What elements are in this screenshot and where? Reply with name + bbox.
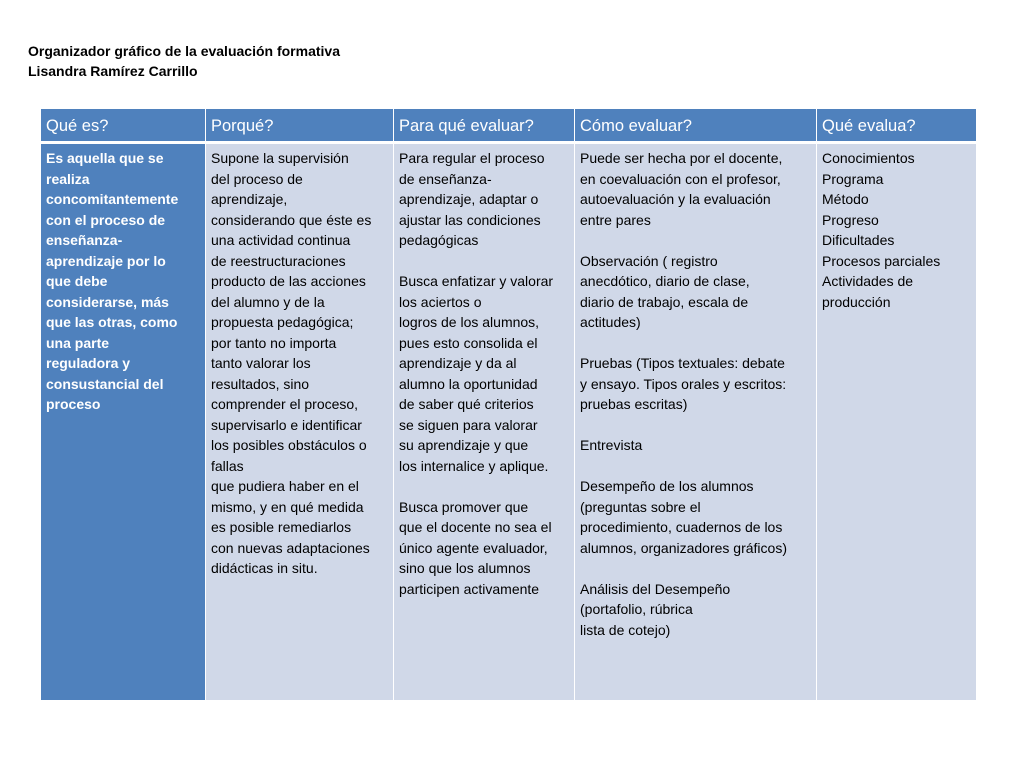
cell-line: logros de los alumnos, [399, 314, 540, 330]
cell-line: los internalice y aplique. [399, 457, 549, 474]
cell-line: que las otras, como [46, 314, 178, 330]
cell-line: aprendizaje y da al [399, 355, 517, 371]
document-title: Organizador gráfico de la evaluación formativa [28, 43, 340, 59]
cell-line: consustancial del [46, 375, 164, 392]
cell-line [399, 476, 569, 497]
cell-line: que debe [46, 273, 108, 289]
cell-line: por tanto no importa [211, 334, 337, 351]
cell-line [580, 558, 811, 579]
cell-line: producto de las acciones [211, 273, 366, 289]
cell-como-evaluar [575, 143, 817, 701]
cell-line: lista de cotejo) [580, 621, 671, 638]
cell-line: mismo, y en qué medida [211, 498, 364, 515]
cell-line: alumno la oportunidad [399, 375, 538, 392]
document-header [28, 41, 340, 81]
cell-line: Es aquella que se [46, 150, 164, 166]
cell-line: Supone la supervisión [211, 150, 349, 166]
cell-line: Busca promover que [399, 498, 529, 515]
cell-line: aprendizaje, adaptar o [399, 191, 539, 207]
cell-line: propuesta pedagógica; [211, 314, 354, 330]
cell-line: Para regular el proceso [399, 150, 545, 166]
cell-line: enseñanza- [46, 232, 123, 248]
cell-line: (preguntas sobre el [580, 498, 701, 515]
cell-line: didácticas in situ. [211, 560, 318, 576]
cell-line: participen activamente [399, 580, 540, 597]
cell-line: realiza [46, 170, 90, 187]
cell-line: diario de trabajo, escala de [580, 293, 749, 310]
cell-line: producción [822, 293, 891, 310]
cell-line: Desempeño de los alumnos [580, 478, 754, 494]
cell-line: una parte [46, 334, 110, 351]
cell-line: Procesos parciales [822, 252, 941, 269]
header-que-evalua: Qué evalua? [817, 109, 977, 143]
cell-porque [206, 143, 394, 701]
cell-line [580, 456, 811, 477]
cell-line: Busca enfatizar y valorar [399, 273, 554, 289]
cell-line: tanto valorar los [211, 355, 311, 371]
cell-line: Progreso [822, 211, 879, 228]
cell-line: del proceso de [211, 170, 303, 187]
cell-line: del alumno y de la [211, 293, 325, 310]
cell-line: anecdótico, diario de clase, [580, 273, 750, 289]
cell-line: con nuevas adaptaciones [211, 539, 370, 556]
cell-line: proceso [46, 396, 101, 412]
cell-line [580, 415, 811, 436]
cell-line: se siguen para valorar [399, 416, 538, 433]
cell-line: Puede ser hecha por el docente, [580, 150, 783, 166]
cell-line: los aciertos o [399, 293, 482, 310]
cell-line: pruebas escritas) [580, 396, 688, 412]
cell-line: Método [822, 191, 869, 207]
cell-line: aprendizaje, [211, 191, 288, 207]
cell-line: comprender el proceso, [211, 396, 359, 412]
graphic-organizer-table [40, 108, 977, 701]
cell-line: único agente evaluador, [399, 539, 548, 556]
cell-line: es posible remediarlos [211, 519, 352, 535]
cell-line: Conocimientos [822, 150, 915, 166]
cell-line: aprendizaje por lo [46, 252, 166, 269]
header-para-que-evaluar: Para qué evaluar? [394, 109, 575, 143]
cell-line: pues esto consolida el [399, 334, 538, 351]
cell-que-evalua [817, 143, 977, 701]
cell-line: actitudes) [580, 314, 641, 330]
header-como-evaluar: Cómo evaluar? [575, 109, 817, 143]
cell-line: Actividades de [822, 273, 914, 289]
document-author: Lisandra Ramírez Carrillo [28, 63, 198, 79]
cell-line: Programa [822, 170, 884, 187]
cell-line: supervisarlo e identificar [211, 416, 362, 433]
cell-line: y ensayo. Tipos orales y escritos: [580, 375, 787, 392]
table-row [41, 143, 977, 701]
cell-line: en coevaluación con el profesor, [580, 170, 781, 187]
cell-line: Pruebas (Tipos textuales: debate [580, 355, 785, 371]
cell-line [580, 333, 811, 354]
cell-line: considerando que éste es [211, 211, 372, 228]
cell-line: sino que los alumnos [399, 560, 531, 576]
cell-line: reguladora y [46, 355, 131, 371]
cell-line: ajustar las condiciones [399, 211, 541, 228]
cell-line: entre pares [580, 211, 651, 228]
cell-line: autoevaluación y la evaluación [580, 191, 771, 207]
cell-line: fallas [211, 457, 244, 474]
cell-line: de reestructuraciones [211, 252, 346, 269]
cell-line: concomitantemente [46, 191, 179, 207]
header-porque: Porqué? [206, 109, 394, 143]
cell-line: Observación ( registro [580, 252, 718, 269]
cell-line: procedimiento, cuadernos de los [580, 519, 783, 535]
cell-line: su aprendizaje y que [399, 437, 529, 453]
cell-para-que-evaluar [394, 143, 575, 701]
cell-line: resultados, sino [211, 375, 310, 392]
cell-line: (portafolio, rúbrica [580, 601, 693, 617]
cell-line: Dificultades [822, 232, 895, 248]
cell-line: con el proceso de [46, 211, 166, 228]
cell-line: de enseñanza- [399, 170, 492, 187]
cell-line: Análisis del Desempeño [580, 580, 731, 597]
table-header-row [41, 109, 977, 143]
cell-line [580, 230, 811, 251]
cell-line: alumnos, organizadores gráficos) [580, 539, 787, 556]
cell-que-es [41, 143, 206, 701]
cell-line [399, 251, 569, 272]
cell-line: que pudiera haber en el [211, 478, 359, 494]
cell-line: considerarse, más [46, 293, 169, 310]
cell-line: los posibles obstáculos o [211, 437, 367, 453]
header-que-es: Qué es? [41, 109, 206, 143]
cell-line: una actividad continua [211, 232, 351, 248]
cell-line: pedagógicas [399, 232, 479, 248]
cell-line: que el docente no sea el [399, 519, 552, 535]
cell-line: de saber qué criterios [399, 396, 534, 412]
cell-line: Entrevista [580, 437, 643, 453]
